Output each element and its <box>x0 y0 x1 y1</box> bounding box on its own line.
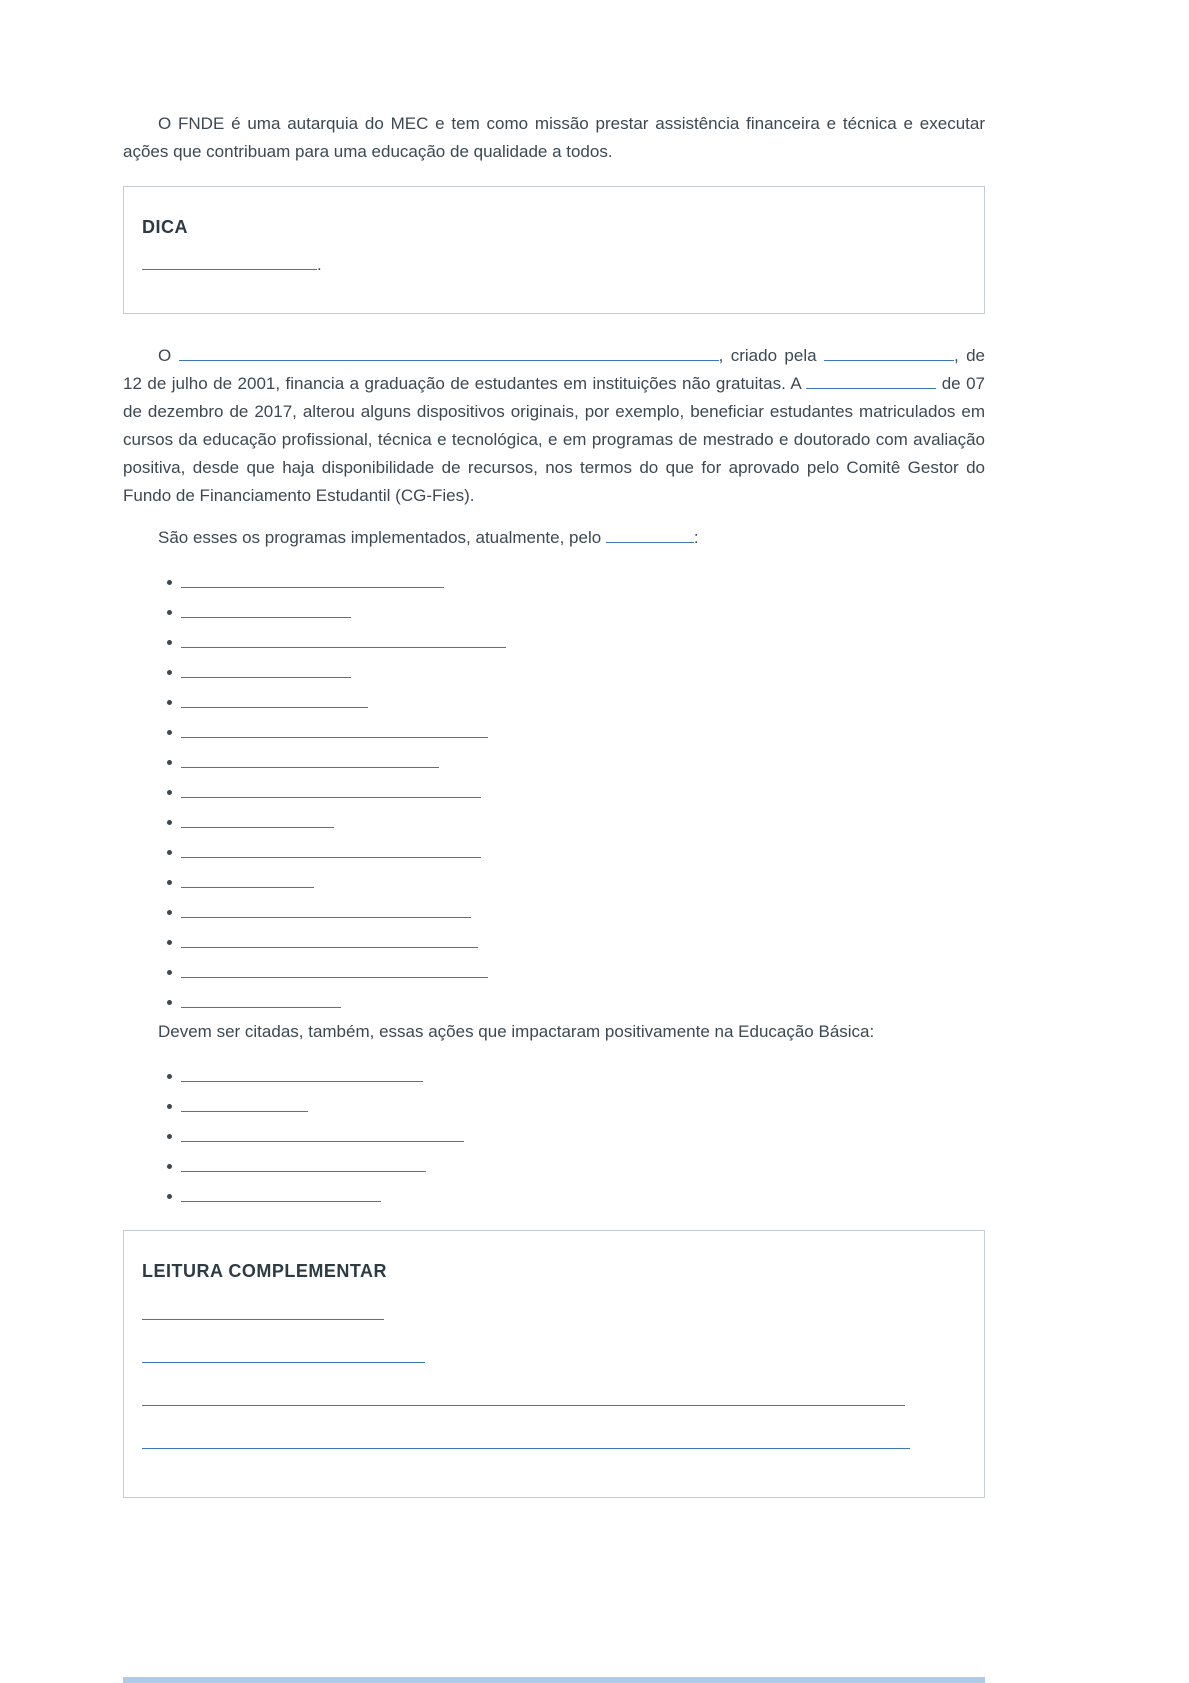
blank-link[interactable] <box>179 345 719 361</box>
blank-link[interactable] <box>142 1433 910 1449</box>
blank-link[interactable] <box>181 1186 381 1202</box>
dica-link-row: . <box>142 254 966 275</box>
blank-link[interactable] <box>142 1390 905 1406</box>
document-body <box>123 110 985 1526</box>
list-item <box>167 748 985 778</box>
blank-link[interactable] <box>181 962 488 978</box>
blank-link[interactable] <box>181 902 471 918</box>
list-item <box>167 688 985 718</box>
blank-link[interactable] <box>181 1156 426 1172</box>
list-item <box>167 778 985 808</box>
list-item <box>167 988 985 1018</box>
blank-link[interactable] <box>181 872 314 888</box>
leitura-link-row <box>142 1304 966 1323</box>
leitura-links <box>142 1304 966 1452</box>
blank-link[interactable] <box>606 527 694 543</box>
dica-title: DICA <box>142 217 188 237</box>
list-item <box>167 868 985 898</box>
blank-link[interactable] <box>181 842 481 858</box>
programs-list <box>167 568 985 1018</box>
list-item <box>167 808 985 838</box>
acoes-intro: Devem ser citadas, também, essas ações que impactaram positivamente na Educação Básica: <box>158 1022 875 1041</box>
blank-link[interactable] <box>142 254 317 270</box>
list-item <box>167 658 985 688</box>
blank-link[interactable] <box>181 602 351 618</box>
blank-link[interactable] <box>181 572 444 588</box>
blank-link[interactable] <box>824 345 954 361</box>
intro-paragraph: O FNDE é uma autarquia do MEC e tem como missão prestar assistência financeira e técnica e executar ações que contribuam para uma educação de qualidade a todos. <box>123 114 985 161</box>
blank-link[interactable] <box>181 1096 308 1112</box>
leitura-link-row <box>142 1433 966 1452</box>
list-item <box>167 898 985 928</box>
list-item <box>167 1152 985 1182</box>
programs-intro: São esses os programas implementados, atualmente, pelo : <box>158 528 699 547</box>
list-item <box>167 1182 985 1212</box>
leitura-link-row <box>142 1390 966 1409</box>
leitura-title: LEITURA COMPLEMENTAR <box>142 1261 387 1281</box>
list-item <box>167 628 985 658</box>
acoes-list <box>167 1062 985 1212</box>
blank-link[interactable] <box>181 812 334 828</box>
blank-link[interactable] <box>181 932 478 948</box>
blank-link[interactable] <box>181 632 506 648</box>
blank-link[interactable] <box>142 1347 425 1363</box>
list-item <box>167 1062 985 1092</box>
leitura-link-row <box>142 1347 966 1366</box>
fies-paragraph: O , criado pela , de 12 de julho de 2001, financia a graduação de estudantes em instituições não gratuitas. A de 07 de dezembro de 2017, alterou alguns dispositivos originais, por exemplo, beneficiar estudantes matriculados em cursos da educação profissional, técnica e tecnológica, e em programas de mestrado e doutorado com avaliação positiva, desde que haja disponibilidade de recursos, nos termos do que for aprovado pelo Comitê Gestor do Fundo de Financiamento Estudantil (CG-Fies). <box>123 346 985 505</box>
blank-link[interactable] <box>181 1066 423 1082</box>
blank-link[interactable] <box>181 692 368 708</box>
list-item <box>167 928 985 958</box>
blank-link[interactable] <box>181 752 439 768</box>
partial-embed-top-edge <box>123 1677 985 1683</box>
list-item <box>167 568 985 598</box>
list-item <box>167 958 985 988</box>
list-item <box>167 1122 985 1152</box>
blank-link[interactable] <box>181 992 341 1008</box>
blank-link[interactable] <box>806 373 936 389</box>
leitura-box <box>123 1230 985 1498</box>
blank-link[interactable] <box>181 662 351 678</box>
blank-link[interactable] <box>181 1126 464 1142</box>
list-item <box>167 838 985 868</box>
dica-box <box>123 186 985 314</box>
list-item <box>167 1092 985 1122</box>
blank-link[interactable] <box>181 722 488 738</box>
list-item <box>167 598 985 628</box>
list-item <box>167 718 985 748</box>
blank-link[interactable] <box>142 1304 384 1320</box>
blank-link[interactable] <box>181 782 481 798</box>
